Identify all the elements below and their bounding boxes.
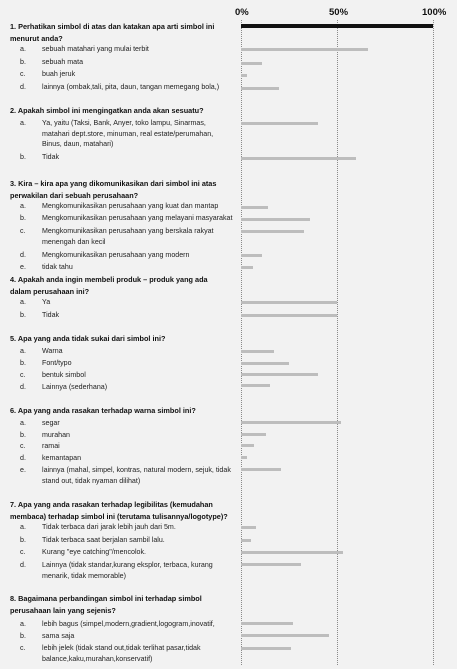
option-label: kemantapan (42, 454, 82, 462)
option-letter: e. (20, 466, 26, 474)
response-bar-q5-b (241, 362, 289, 365)
response-bar-q5-a (241, 350, 274, 353)
option-label: tidak tahu (42, 263, 73, 271)
option-label: lainnya (ombak,tali, pita, daun, tangan memegang bola,) (42, 83, 220, 91)
response-bar-q6-d (241, 456, 247, 459)
response-bar-q8-a (241, 622, 293, 625)
option-letter: b. (20, 536, 26, 544)
question-title-1: 1. Perhatikan simbol di atas dan katakan apa arti simbol ini menurut anda? (10, 22, 215, 43)
response-bar-q5-d (241, 384, 270, 387)
response-bar-q4-a (241, 301, 337, 304)
option-letter: b. (20, 311, 26, 319)
option-label: Kurang "eye catching"/mencolok. (42, 548, 147, 556)
option-letter: c. (20, 227, 26, 235)
option-letter: a. (20, 620, 26, 628)
option-label: Lainnya (sederhana) (42, 383, 108, 391)
question-title-2: 2. Apakah simbol ini mengingatkan anda akan sesuatu? (10, 106, 204, 115)
option-label: ramai (42, 442, 60, 450)
option-label: Ya, yaitu (Taksi, Bank, Anyer, toko lampu, Sinarmas, matahari dept.store, minuman, real estate/perumahan, Binus, daun, matahari) (42, 119, 214, 148)
option-letter: c. (20, 548, 26, 556)
option-label: buah jeruk (42, 70, 76, 78)
response-bar-q2-a (241, 122, 318, 125)
option-label: Tidak (42, 153, 60, 161)
option-letter: c. (20, 371, 26, 379)
response-bar-q7-b (241, 539, 251, 542)
response-bar-q3-e (241, 266, 253, 269)
gridline-50 (337, 20, 338, 665)
response-bar-q1-b (241, 62, 262, 65)
option-label: Tidak terbaca dari jarak lebih jauh dari 5m. (42, 523, 176, 531)
question-title-7: 7. Apa yang anda rasakan terhadap legibilitas (kemudahan membaca) terhadap simbol ini (terutama tulisannya/logotype)? (10, 500, 228, 521)
response-bar-q7-a (241, 526, 256, 529)
option-letter: c. (20, 442, 26, 450)
option-letter: a. (20, 202, 26, 210)
response-bar-q2-b (241, 157, 356, 160)
question-title-8: 8. Bagaimana perbandingan simbol ini terhadap simbol perusahaan lain yang sejenis? (10, 594, 202, 615)
response-bar-q1-d (241, 87, 279, 90)
option-letter: a. (20, 119, 26, 127)
option-label: lainnya (mahal, simpel, kontras, natural modern, sejuk, tidak stand out, tidak nyaman dilihat) (42, 466, 231, 485)
option-letter: a. (20, 45, 26, 53)
option-letter: d. (20, 251, 26, 259)
response-bar-q8-c (241, 647, 291, 650)
response-bar-q6-e (241, 468, 281, 471)
response-bar-q6-a (241, 421, 341, 424)
option-label: Mengkomunikasikan perusahaan yang melayani masyarakat (42, 214, 233, 222)
response-bar-q5-c (241, 373, 318, 376)
option-letter: a. (20, 419, 26, 427)
option-letter: b. (20, 359, 26, 367)
option-letter: a. (20, 347, 26, 355)
option-letter: b. (20, 632, 26, 640)
question-title-5: 5. Apa yang anda tidak sukai dari simbol ini? (10, 334, 166, 343)
response-bar-q7-d (241, 563, 301, 566)
response-bar-q8-b (241, 634, 329, 637)
option-letter: d. (20, 83, 26, 91)
response-bar-q6-c (241, 444, 254, 447)
option-letter: a. (20, 523, 26, 531)
tick-label-0: 0% (235, 7, 249, 18)
option-label: Mengkomunikasikan perusahaan yang modern (42, 251, 190, 259)
option-letter: d. (20, 383, 26, 391)
option-label: murahan (42, 431, 70, 439)
option-letter: c. (20, 70, 26, 78)
option-letter: d. (20, 561, 26, 569)
option-letter: b. (20, 153, 26, 161)
option-label: sebuah matahari yang mulai terbit (42, 45, 149, 53)
response-bar-q1-c (241, 74, 247, 77)
question-title-4: 4. Apakah anda ingin membeli produk – produk yang ada dalam perusahaan ini? (10, 275, 208, 296)
option-label: Mengkomunikasikan perusahaan yang berskala rakyat menengah dan kecil (42, 227, 214, 246)
option-label: segar (42, 419, 60, 427)
gridline-0 (241, 20, 242, 665)
response-bar-q1-a (241, 48, 368, 51)
response-bar-q4-b (241, 314, 337, 317)
option-letter: a. (20, 298, 26, 306)
option-label: Tidak (42, 311, 60, 319)
tick-label-100: 100% (422, 7, 447, 18)
option-letter: c. (20, 644, 26, 652)
response-bar-q3-c (241, 230, 304, 233)
response-bar-q3-a (241, 206, 268, 209)
option-label: sebuah mata (42, 58, 84, 66)
option-label: Tidak terbaca saat berjalan sambil lalu. (42, 536, 165, 544)
tick-label-50: 50% (329, 7, 349, 18)
option-letter: b. (20, 431, 26, 439)
question-title-3: 3. Kira – kira apa yang dikomunikasikan dari simbol ini atas perwakilan dari sebuah perusahaan? (10, 179, 217, 200)
option-label: bentuk simbol (42, 371, 86, 379)
top-reference-bar (241, 24, 433, 28)
option-label: lebih jelek (tidak stand out,tidak terlihat pasar,tidak balance,kaku,murahan,konservatif) (42, 644, 201, 663)
response-bar-q3-d (241, 254, 262, 257)
option-label: Warna (42, 347, 63, 355)
gridline-100 (433, 20, 434, 665)
option-letter: d. (20, 454, 26, 462)
option-letter: e. (20, 263, 26, 271)
response-bar-q6-b (241, 433, 266, 436)
option-letter: b. (20, 58, 26, 66)
option-label: sama saja (42, 632, 75, 640)
response-bar-q3-b (241, 218, 310, 221)
option-label: Font/typo (42, 359, 72, 367)
option-label: Lainnya (tidak standar,kurang eksplor, terbaca, kurang menarik, tidak memorable) (42, 561, 213, 580)
option-label: Ya (42, 298, 51, 306)
response-bar-q7-c (241, 551, 343, 554)
question-title-6: 6. Apa yang anda rasakan terhadap warna simbol ini? (10, 406, 196, 415)
option-label: Mengkomunikasikan perusahaan yang kuat dan mantap (42, 202, 219, 210)
option-letter: b. (20, 214, 26, 222)
option-label: lebih bagus (simpel,modern,gradient,logogram,inovatif, (42, 620, 215, 628)
